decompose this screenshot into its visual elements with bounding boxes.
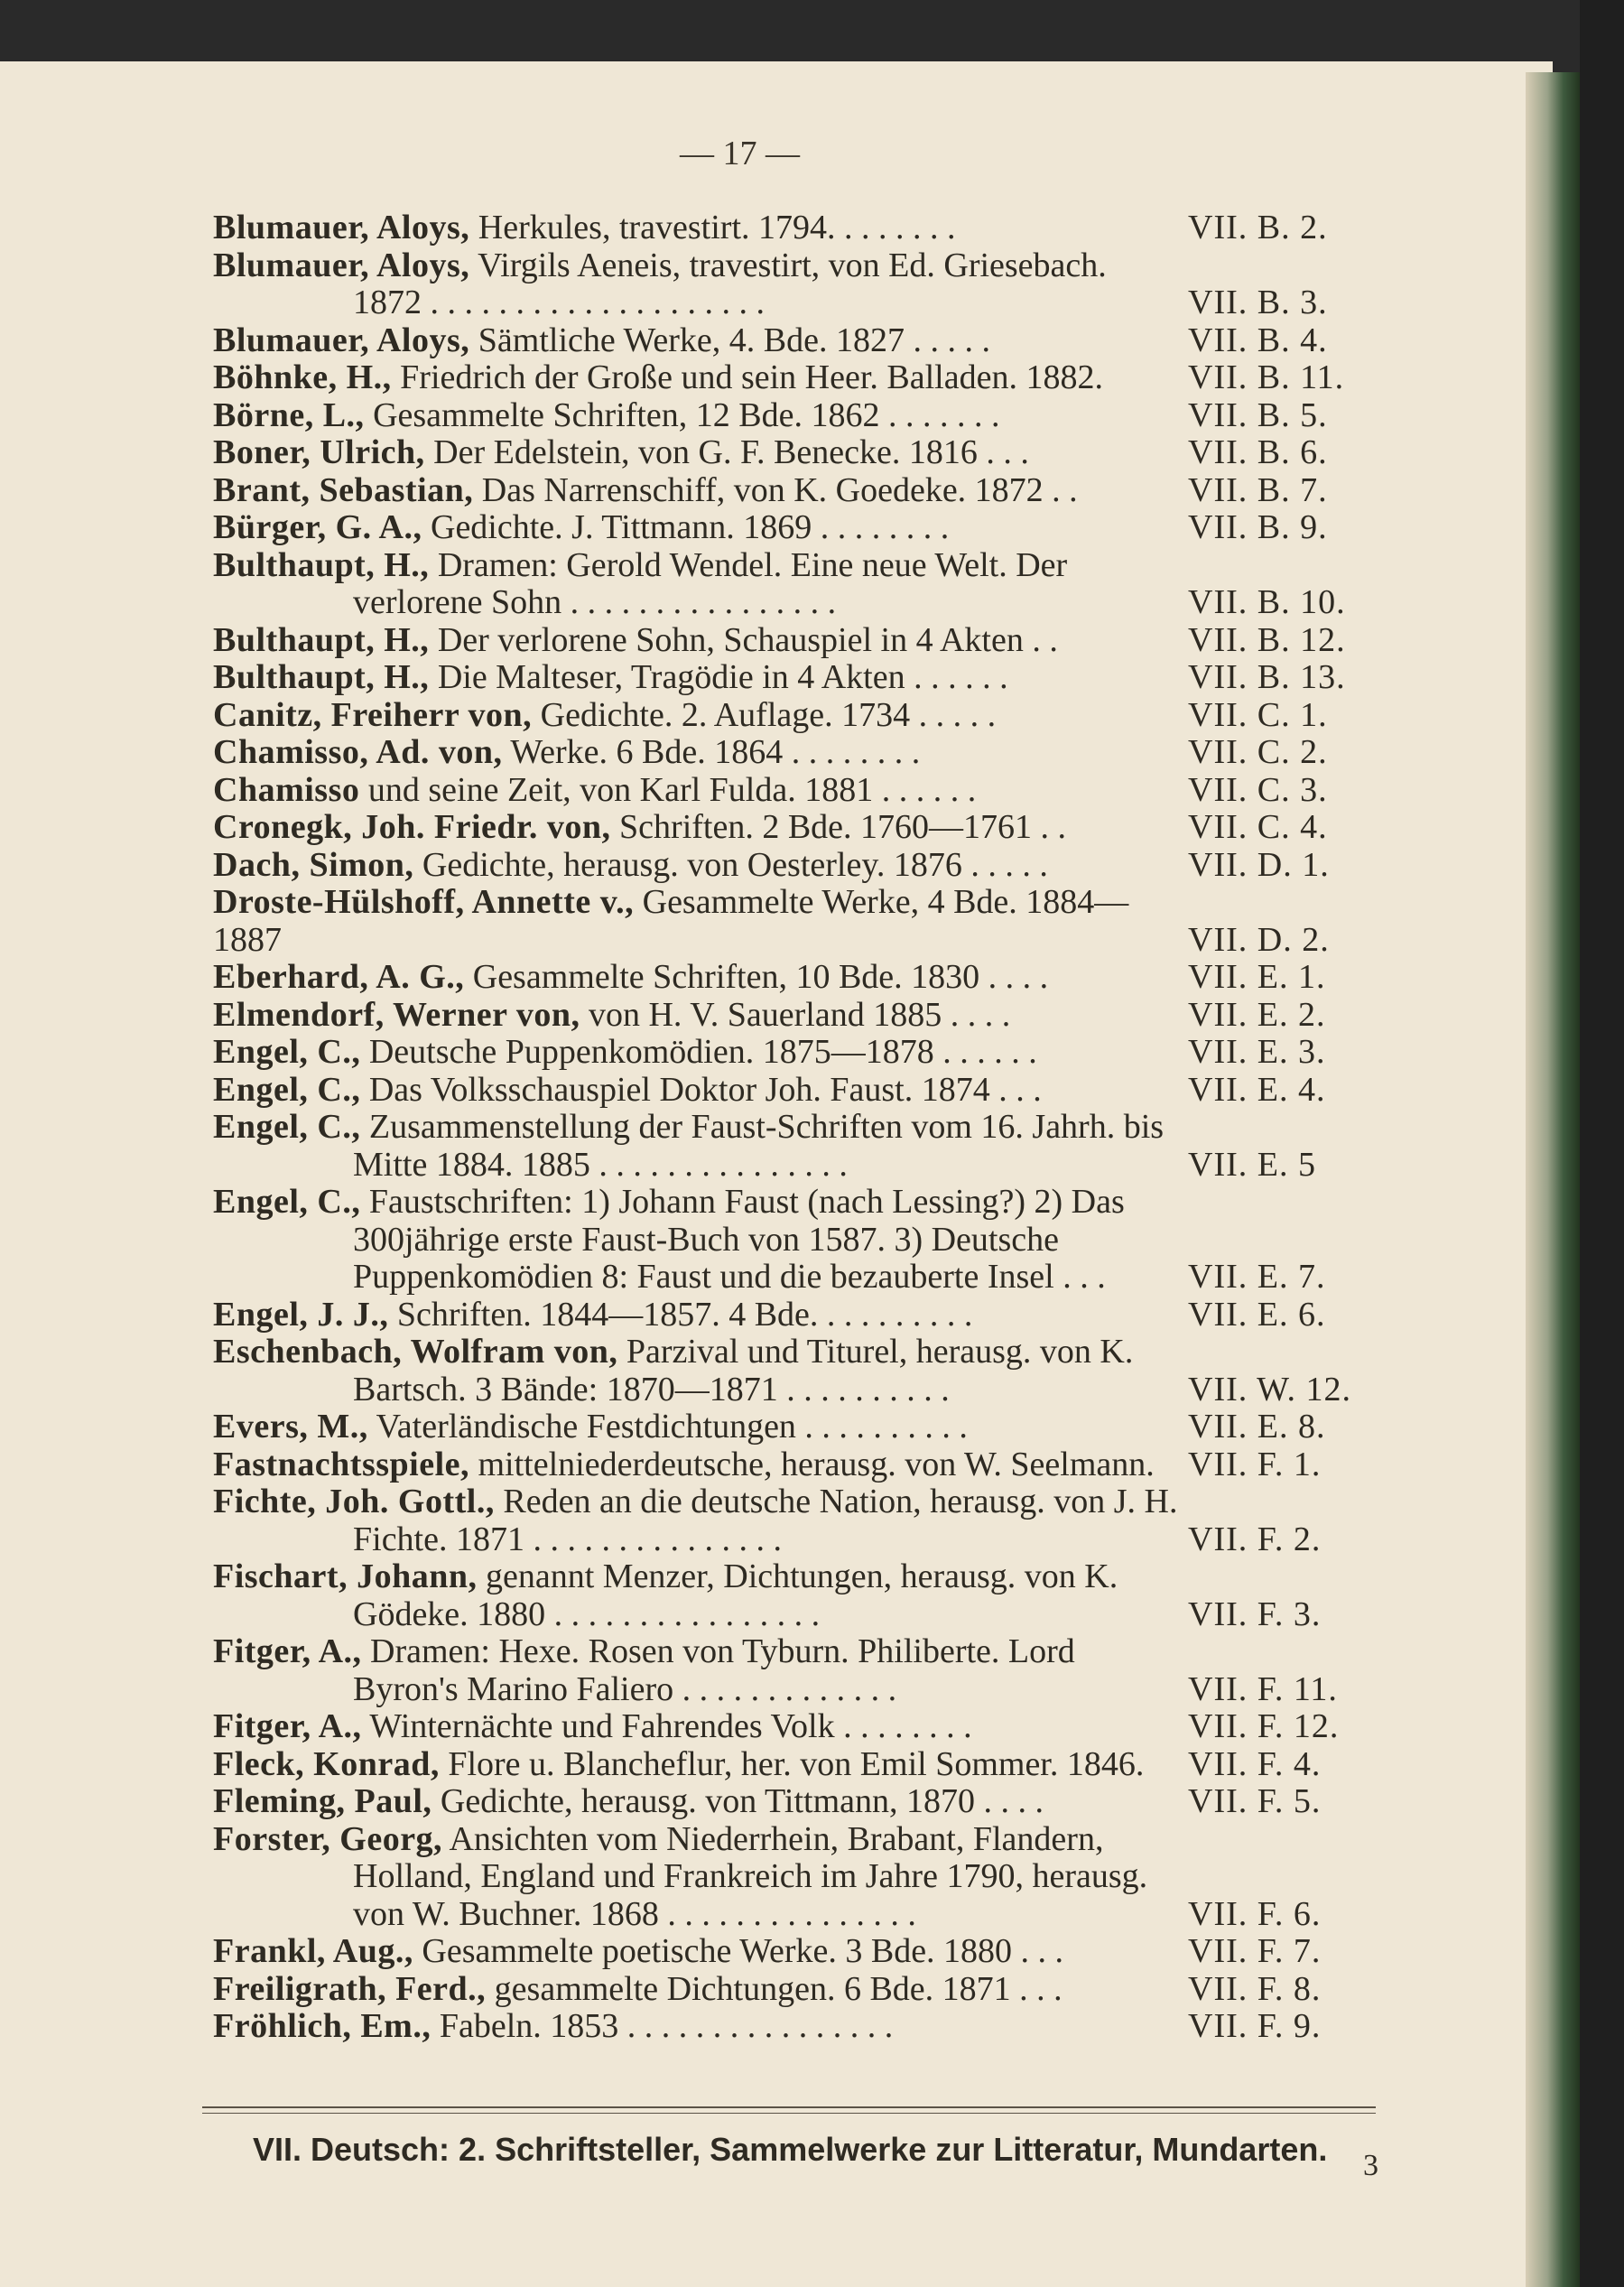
catalog-entry	[213, 472, 1378, 510]
entry-author: Eschenbach, Wolfram von,	[213, 1333, 618, 1371]
entry-text	[213, 622, 1179, 660]
entry-text	[213, 1446, 1179, 1484]
entry-title: Virgils Aeneis, travestirt, von Ed. Griesebach. 1872 . . . . . . . . . . . . . . . . . . . .	[353, 246, 1107, 321]
entry-text	[213, 1558, 1179, 1633]
entry-author: Dach, Simon,	[213, 845, 414, 884]
entry-title: Schriften. 2 Bde. 1760—1761 . .	[619, 808, 1067, 846]
entry-title: Herkules, travestirt. 1794. . . . . . . .	[478, 209, 956, 246]
catalog-entry	[213, 1408, 1378, 1446]
entry-author: Fichte, Joh. Gottl.,	[213, 1483, 495, 1520]
entry-text	[213, 547, 1179, 622]
entry-text	[213, 1746, 1179, 1784]
entry-text	[213, 322, 1179, 360]
entry-shelfmark: VII. E. 5	[1188, 1145, 1316, 1184]
entry-text	[213, 1933, 1179, 1971]
entry-title: Sämtliche Werke, 4. Bde. 1827 . . . . .	[478, 321, 990, 359]
entry-shelfmark: VII. E. 3.	[1188, 1033, 1326, 1071]
entry-author: Bulthaupt, H.,	[213, 658, 430, 696]
entry-author: Brant, Sebastian,	[213, 470, 474, 509]
entry-shelfmark: VII. F. 9.	[1188, 2007, 1322, 2045]
entry-author: Cronegk, Joh. Friedr. von,	[213, 808, 611, 846]
entry-shelfmark: VII. B. 13.	[1188, 658, 1346, 696]
entry-text	[213, 1334, 1179, 1408]
entry-text	[213, 1109, 1179, 1184]
catalog-entry	[213, 959, 1378, 997]
catalog-entry	[213, 1334, 1378, 1408]
entry-text	[213, 1072, 1179, 1110]
section-footer: VII. Deutsch: 2. Schriftsteller, Sammelwerke zur Litteratur, Mundarten.	[253, 2131, 1328, 2168]
entry-text	[213, 472, 1179, 510]
entry-shelfmark: VII. E. 7.	[1188, 1258, 1326, 1296]
entry-text	[213, 959, 1179, 997]
entry-text	[213, 397, 1179, 435]
entry-title: Gesammelte Schriften, 10 Bde. 1830 . . . .	[472, 958, 1049, 996]
entry-author: Eberhard, A. G.,	[213, 958, 465, 996]
catalog-entry	[213, 809, 1378, 847]
entry-author: Droste-Hülshoff, Annette v.,	[213, 883, 635, 921]
entry-title: Das Narrenschiff, von K. Goedeke. 1872 . .	[481, 470, 1078, 509]
entry-author: Fitger, A.,	[213, 1632, 362, 1670]
entry-shelfmark: VII. C. 3.	[1188, 770, 1328, 809]
entry-shelfmark: VII. B. 4.	[1188, 321, 1328, 359]
entry-author: Fleming, Paul,	[213, 1782, 432, 1820]
entry-shelfmark: VII. E. 2.	[1188, 995, 1326, 1034]
entry-shelfmark: VII. E. 6.	[1188, 1295, 1326, 1334]
entry-shelfmark: VII. D. 2.	[1188, 920, 1330, 959]
entry-author: Frankl, Aug.,	[213, 1932, 413, 1970]
entry-text	[213, 1297, 1179, 1334]
entry-title: Faustschriften: 1) Johann Faust (nach Lessing?) 2) Das 300jährige erste Faust-Buch von 1587. 3) Deutsche Puppenkomödien 8: Faust und die bezauberte Insel . . .	[353, 1183, 1125, 1296]
catalog-entry	[213, 2008, 1378, 2046]
entry-shelfmark: VII. F. 4.	[1188, 1744, 1322, 1783]
entry-text	[213, 1034, 1179, 1072]
entry-shelfmark: VII. F. 8.	[1188, 1969, 1322, 2008]
sheet-signature: 3	[1363, 2149, 1378, 2182]
catalog-entry	[213, 1633, 1378, 1708]
entry-title: Ansichten vom Niederrhein, Brabant, Flandern, Holland, England und Frankreich im Jahre 1790, herausg. von W. Buchner. 1868 . . . . . . . . . . . . . . .	[353, 1819, 1148, 1933]
catalog-entry	[213, 1072, 1378, 1110]
entry-title: Werke. 6 Bde. 1864 . . . . . . . .	[510, 733, 921, 771]
entry-shelfmark: VII. E. 4.	[1188, 1070, 1326, 1109]
scan-background	[1580, 0, 1624, 2287]
catalog-entry	[213, 1184, 1378, 1297]
catalog-entry	[213, 1483, 1378, 1558]
entry-author: Chamisso, Ad. von,	[213, 733, 503, 771]
entry-text	[213, 509, 1179, 547]
entry-shelfmark: VII. F. 1.	[1188, 1445, 1322, 1483]
entry-author: Bürger, G. A.,	[213, 508, 422, 546]
entry-text	[213, 697, 1179, 735]
entry-author: Börne, L.,	[213, 395, 365, 434]
entry-shelfmark: VII. F. 3.	[1188, 1594, 1322, 1633]
catalog-entry	[213, 734, 1378, 772]
entry-text	[213, 734, 1179, 772]
catalog-entry	[213, 397, 1378, 435]
entry-author: Blumauer, Aloys,	[213, 321, 470, 359]
entry-title: Der verlorene Sohn, Schauspiel in 4 Akten . .	[437, 620, 1058, 659]
entry-text	[213, 884, 1179, 959]
entry-shelfmark: VII. F. 2.	[1188, 1520, 1322, 1558]
entry-text	[213, 359, 1179, 397]
entry-shelfmark: VII. B. 5.	[1188, 395, 1328, 434]
entry-text	[213, 772, 1179, 810]
entry-shelfmark: VII. F. 11.	[1188, 1669, 1338, 1708]
entry-shelfmark: VII. D. 1.	[1188, 845, 1330, 884]
entry-title: Fabeln. 1853 . . . . . . . . . . . . . . . .	[439, 2007, 894, 2045]
entry-shelfmark: VII. E. 8.	[1188, 1408, 1326, 1446]
entry-author: Freiligrath, Ferd.,	[213, 1969, 487, 2008]
catalog-entry	[213, 1783, 1378, 1821]
catalog-entry	[213, 1109, 1378, 1184]
entry-author: Fischart, Johann,	[213, 1557, 478, 1595]
entry-title: Das Volksschauspiel Doktor Joh. Faust. 1874 . . .	[368, 1070, 1042, 1109]
entry-text	[213, 1971, 1179, 2009]
entry-title: Der Edelstein, von G. F. Benecke. 1816 . . .	[433, 433, 1029, 471]
catalog-entry	[213, 247, 1378, 322]
entry-shelfmark: VII. B. 3.	[1188, 284, 1328, 321]
catalog-entry	[213, 1821, 1378, 1934]
entry-text	[213, 1783, 1179, 1821]
catalog-entry	[213, 509, 1378, 547]
entry-title: Gesammelte poetische Werke. 3 Bde. 1880 . . .	[422, 1932, 1064, 1970]
entry-text	[213, 434, 1179, 472]
entry-author: Engel, C.,	[213, 1183, 361, 1221]
entry-author: Fitger, A.,	[213, 1707, 362, 1745]
entry-title: Gedichte, herausg. von Tittmann, 1870 . . . .	[440, 1782, 1044, 1820]
entry-title: Die Malteser, Tragödie in 4 Akten . . . . . .	[437, 658, 1008, 696]
entry-author: Fleck, Konrad,	[213, 1744, 440, 1783]
entry-title: gesammelte Dichtungen. 6 Bde. 1871 . . .	[494, 1969, 1063, 2008]
entry-shelfmark: VII. B. 6.	[1188, 433, 1328, 471]
entry-author: Engel, C.,	[213, 1070, 361, 1109]
entry-shelfmark: VII. E. 1.	[1188, 958, 1326, 996]
entry-shelfmark: VII. F. 6.	[1188, 1894, 1322, 1933]
catalog-entry	[213, 1034, 1378, 1072]
entry-title: Deutsche Puppenkomödien. 1875—1878 . . . . . .	[368, 1033, 1037, 1071]
entry-author: Elmendorf, Werner von,	[213, 995, 580, 1034]
catalog-entry	[213, 884, 1378, 959]
entry-text	[213, 809, 1179, 847]
entry-author: Engel, C.,	[213, 1108, 361, 1146]
catalog-entry	[213, 1746, 1378, 1784]
entry-text	[213, 1184, 1179, 1297]
entry-title: Schriften. 1844—1857. 4 Bde. . . . . . . . . .	[396, 1295, 973, 1334]
entry-text	[213, 209, 1179, 247]
entry-author: Chamisso	[213, 770, 360, 809]
entry-author: Engel, J. J.,	[213, 1295, 389, 1334]
entry-shelfmark: VII. F. 7.	[1188, 1932, 1322, 1970]
entry-author: Canitz, Freiherr von,	[213, 695, 533, 734]
catalog-entry	[213, 1708, 1378, 1746]
entry-text	[213, 659, 1179, 697]
entry-shelfmark: VII. B. 7.	[1188, 470, 1328, 509]
entry-shelfmark: VII. B. 11.	[1188, 358, 1345, 396]
catalog-entry	[213, 697, 1378, 735]
entry-shelfmark: VII. B. 10.	[1188, 583, 1346, 621]
entry-shelfmark: VII. F. 12.	[1188, 1707, 1340, 1745]
catalog-entry	[213, 1933, 1378, 1971]
entry-author: Fröhlich, Em.,	[213, 2007, 432, 2045]
catalog-entry	[213, 847, 1378, 885]
entry-title: Winternächte und Fahrendes Volk . . . . . . . .	[369, 1707, 972, 1745]
entry-author: Forster, Georg,	[213, 1819, 443, 1858]
entry-shelfmark: VII. B. 2.	[1188, 209, 1328, 246]
entry-author: Blumauer, Aloys,	[213, 246, 470, 284]
entry-text	[213, 1483, 1179, 1558]
entry-title: Gedichte. 2. Auflage. 1734 . . . . .	[540, 695, 997, 734]
catalog-entry	[213, 772, 1378, 810]
entry-title: Zusammenstellung der Faust-Schriften vom 16. Jahrh. bis Mitte 1884. 1885 . . . . . . . . . . . . . . .	[353, 1108, 1165, 1184]
entry-text	[213, 997, 1179, 1035]
entry-shelfmark: VII. F. 5.	[1188, 1782, 1322, 1820]
catalog-entry	[213, 1446, 1378, 1484]
entry-title: genannt Menzer, Dichtungen, herausg. von K. Gödeke. 1880 . . . . . . . . . . . . . . . .	[353, 1557, 1118, 1633]
entry-title: und seine Zeit, von Karl Fulda. 1881 . . . . . .	[367, 770, 977, 809]
entry-author: Engel, C.,	[213, 1033, 361, 1071]
entry-text	[213, 847, 1179, 885]
entry-shelfmark: VII. B. 12.	[1188, 620, 1346, 659]
catalog-entry	[213, 1558, 1378, 1633]
entry-title: Gedichte. J. Tittmann. 1869 . . . . . . . .	[431, 508, 950, 546]
catalog-entry	[213, 547, 1378, 622]
entry-title: Friedrich der Große und sein Heer. Balladen. 1882.	[400, 358, 1103, 396]
entry-author: Blumauer, Aloys,	[213, 209, 470, 246]
entry-text	[213, 247, 1179, 322]
entry-title: Parzival und Titurel, herausg. von K. Bartsch. 3 Bände: 1870—1871 . . . . . . . . . .	[353, 1333, 1134, 1408]
footer-rule-thin	[202, 2113, 1376, 2114]
entry-shelfmark: VII. C. 2.	[1188, 733, 1328, 771]
catalog-entry	[213, 322, 1378, 360]
entry-title: Flore u. Blancheflur, her. von Emil Sommer. 1846.	[448, 1744, 1145, 1783]
entry-title: Reden an die deutsche Nation, herausg. von J. H. Fichte. 1871 . . . . . . . . . . . . . . .	[353, 1483, 1178, 1558]
catalog-entries	[213, 209, 1378, 2046]
catalog-entry	[213, 434, 1378, 472]
catalog-entry	[213, 997, 1378, 1035]
entry-author: Bulthaupt, H.,	[213, 620, 430, 659]
entry-title: von H. V. Sauerland 1885 . . . .	[588, 995, 1011, 1034]
entry-author: Boner, Ulrich,	[213, 433, 425, 471]
entry-text	[213, 1408, 1179, 1446]
entry-title: Vaterländische Festdichtungen . . . . . . . . . .	[376, 1408, 968, 1446]
entry-author: Böhnke, H.,	[213, 358, 392, 396]
catalog-entry	[213, 1971, 1378, 2009]
entry-title: Dramen: Hexe. Rosen von Tyburn. Philiberte. Lord Byron's Marino Faliero . . . . . . . . . . . . .	[353, 1632, 1075, 1708]
entry-text	[213, 1821, 1179, 1934]
book-spine	[1526, 72, 1580, 2287]
entry-title: Gedichte, herausg. von Oesterley. 1876 . . . . .	[422, 845, 1048, 884]
entry-text	[213, 1708, 1179, 1746]
catalog-entry	[213, 622, 1378, 660]
page-number: — 17 —	[680, 135, 800, 172]
entry-title: mittelniederdeutsche, herausg. von W. Seelmann.	[478, 1445, 1155, 1483]
catalog-entry	[213, 659, 1378, 697]
entry-author: Fastnachtsspiele,	[213, 1445, 469, 1483]
entry-title: Gesammelte Werke, 4 Bde. 1884—1887	[213, 883, 1129, 959]
entry-shelfmark: VII. B. 9.	[1188, 508, 1328, 546]
entry-shelfmark: VII. C. 1.	[1188, 695, 1328, 734]
entry-text	[213, 1633, 1179, 1708]
entry-author: Bulthaupt, H.,	[213, 545, 430, 584]
entry-title: Gesammelte Schriften, 12 Bde. 1862 . . . . . . .	[373, 395, 1000, 434]
entry-shelfmark: VII. C. 4.	[1188, 808, 1328, 846]
entry-text	[213, 2008, 1179, 2046]
entry-shelfmark: VII. W. 12.	[1188, 1370, 1351, 1408]
footer-rule	[202, 2106, 1376, 2108]
catalog-entry	[213, 209, 1378, 247]
entry-author: Evers, M.,	[213, 1408, 368, 1446]
catalog-entry	[213, 1297, 1378, 1334]
entry-title: Dramen: Gerold Wendel. Eine neue Welt. Der verlorene Sohn . . . . . . . . . . . . . . . .	[353, 545, 1068, 621]
catalog-entry	[213, 359, 1378, 397]
